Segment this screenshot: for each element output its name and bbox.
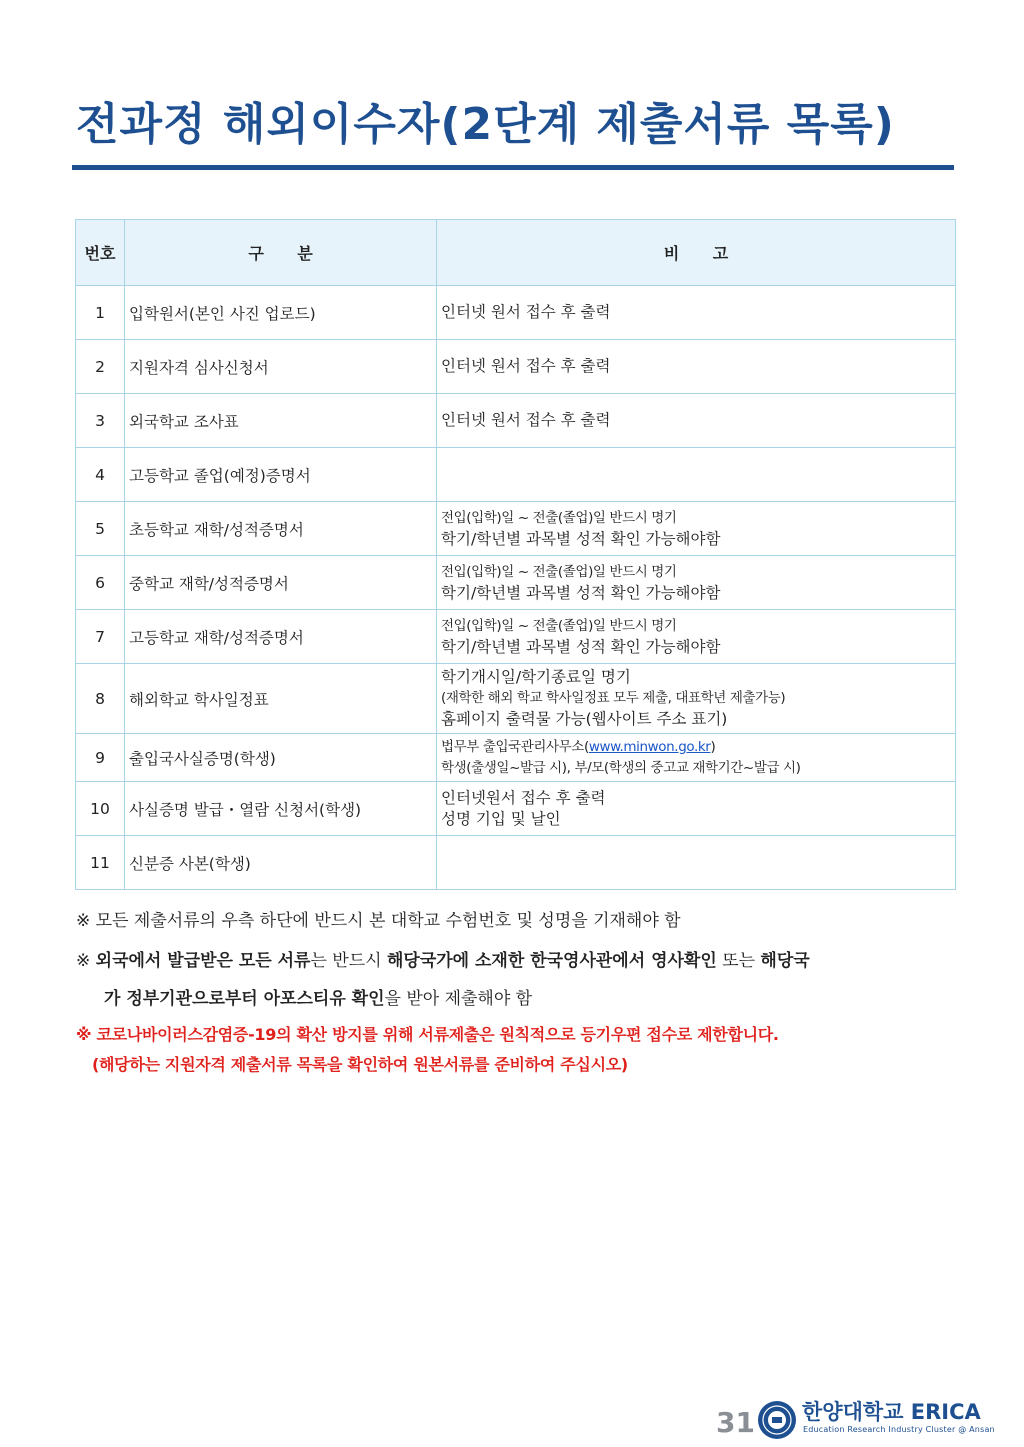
row-category: 해외학교 학사일정표: [125, 664, 437, 734]
row-category: 입학원서(본인 사진 업로드): [125, 286, 437, 340]
remark-line: 홈페이지 출력물 가능(웹사이트 주소 표기): [441, 710, 728, 728]
remark-suffix: ): [710, 738, 716, 755]
header-num: 번호: [76, 220, 125, 286]
row-remarks: [437, 664, 956, 734]
note-bold: 해당국가에 소재한 한국영사관에서 영사확인: [386, 951, 717, 971]
row-num: 8: [76, 664, 125, 734]
remark-line: 학기/학년별 과목별 성적 확인 가능해야함: [441, 637, 721, 656]
remark-line: [441, 737, 955, 758]
row-category: 외국학교 조사표: [125, 394, 437, 448]
remark-line: 학생(출생일~발급 시), 부/모(학생의 중고교 재학기간~발급 시): [441, 759, 801, 776]
table-row: [76, 340, 956, 394]
page-number: 31: [716, 1406, 755, 1439]
table-row: [76, 394, 956, 448]
row-num: 9: [76, 734, 125, 782]
row-category: 초등학교 재학/성적증명서: [125, 502, 437, 556]
row-remarks: [437, 782, 956, 836]
remark-line: 학기/학년별 과목별 성적 확인 가능해야함: [441, 583, 721, 602]
row-num: 2: [76, 340, 125, 394]
remark-line: 전입(입학)일 ~ 전출(졸업)일 반드시 명기: [441, 509, 677, 526]
note-consular-line2: [104, 984, 532, 1009]
row-category: 신분증 사본(학생): [125, 836, 437, 890]
remark-line: 인터넷 원서 접수 후 출력: [441, 303, 611, 321]
row-num: 1: [76, 286, 125, 340]
remark-line: 전입(입학)일 ~ 전출(졸업)일 반드시 명기: [441, 617, 677, 634]
note-covid-line1: ※ 코로나바이러스감염증-19의 확산 방지를 위해 서류제출은 원칙적으로 등기우편 접수로 제한합니다.: [76, 1025, 779, 1044]
note-bold: 외국에서 발급받은 모든 서류: [95, 951, 311, 971]
row-remarks: [437, 340, 956, 394]
remark-line: 성명 기입 및 날인: [441, 809, 561, 828]
table-row: [76, 782, 956, 836]
table-row: [76, 502, 956, 556]
remark-line: (재학한 해외 학교 학사일정표 모두 제출, 대표학년 제출가능): [441, 690, 786, 706]
row-num: 10: [76, 782, 125, 836]
row-category: 고등학교 재학/성적증명서: [125, 610, 437, 664]
table-row: [76, 286, 956, 340]
university-seal-icon: [757, 1400, 797, 1440]
row-num: 7: [76, 610, 125, 664]
note-covid-line2: (해당하는 지원자격 제출서류 목록을 확인하여 원본서류를 준비하여 주십시오): [92, 1055, 628, 1074]
row-num: 3: [76, 394, 125, 448]
note-text: 는 반드시: [310, 951, 387, 971]
note-text: ※: [76, 951, 96, 971]
row-remarks: [437, 734, 956, 782]
row-category: 사실증명 발급・열람 신청서(학생): [125, 782, 437, 836]
remark-line: 인터넷 원서 접수 후 출력: [441, 411, 611, 429]
note-bold: 해당국: [760, 951, 810, 971]
university-logo-name: 한양대학교 ERICA: [802, 1400, 981, 1424]
row-remarks: [437, 836, 956, 890]
row-remarks: [437, 556, 956, 610]
header-remarks: 비 고: [437, 220, 956, 286]
row-remarks: [437, 286, 956, 340]
row-remarks: [437, 448, 956, 502]
remark-line: 인터넷 원서 접수 후 출력: [441, 357, 611, 375]
row-num: 6: [76, 556, 125, 610]
remark-line: 학기개시일/학기종료일 명기: [441, 668, 631, 686]
page-title: 전과정 해외이수자(2단계 제출서류 목록): [76, 99, 895, 150]
row-num: 5: [76, 502, 125, 556]
row-category: 중학교 재학/성적증명서: [125, 556, 437, 610]
documents-table: [75, 219, 956, 890]
table-row: [76, 836, 956, 890]
remark-line: 인터넷원서 접수 후 출력: [441, 788, 606, 807]
remark-line: 전입(입학)일 ~ 전출(졸업)일 반드시 명기: [441, 563, 677, 580]
row-remarks: [437, 394, 956, 448]
table-header-row: [76, 220, 956, 286]
title-underline: [72, 165, 954, 170]
table-row: [76, 664, 956, 734]
row-num: 11: [76, 836, 125, 890]
row-remarks: [437, 610, 956, 664]
table-row: [76, 610, 956, 664]
remark-line: 학기/학년별 과목별 성적 확인 가능해야함: [441, 529, 721, 548]
university-logo-tagline: Education Research Industry Cluster @ Ansan: [803, 1425, 995, 1434]
note-consular-line1: [76, 946, 810, 971]
table-row: [76, 734, 956, 782]
table-row: [76, 556, 956, 610]
note-text: 을 받아 제출해야 함: [384, 989, 533, 1009]
table-row: [76, 448, 956, 502]
note-text: 또는: [716, 951, 761, 971]
note-record-number: ※ 모든 제출서류의 우측 하단에 반드시 본 대학교 수험번호 및 성명을 기재해야 함: [76, 911, 681, 931]
row-remarks: [437, 502, 956, 556]
row-category: 지원자격 심사신청서: [125, 340, 437, 394]
row-num: 4: [76, 448, 125, 502]
remark-prefix: 법무부 출입국관리사무소(: [441, 738, 589, 755]
row-category: 고등학교 졸업(예정)증명서: [125, 448, 437, 502]
header-category: 구 분: [125, 220, 437, 286]
minwon-link[interactable]: www.minwon.go.kr: [588, 738, 711, 755]
note-bold: 가 정부기관으로부터 아포스티유 확인: [104, 989, 385, 1009]
row-category: 출입국사실증명(학생): [125, 734, 437, 782]
